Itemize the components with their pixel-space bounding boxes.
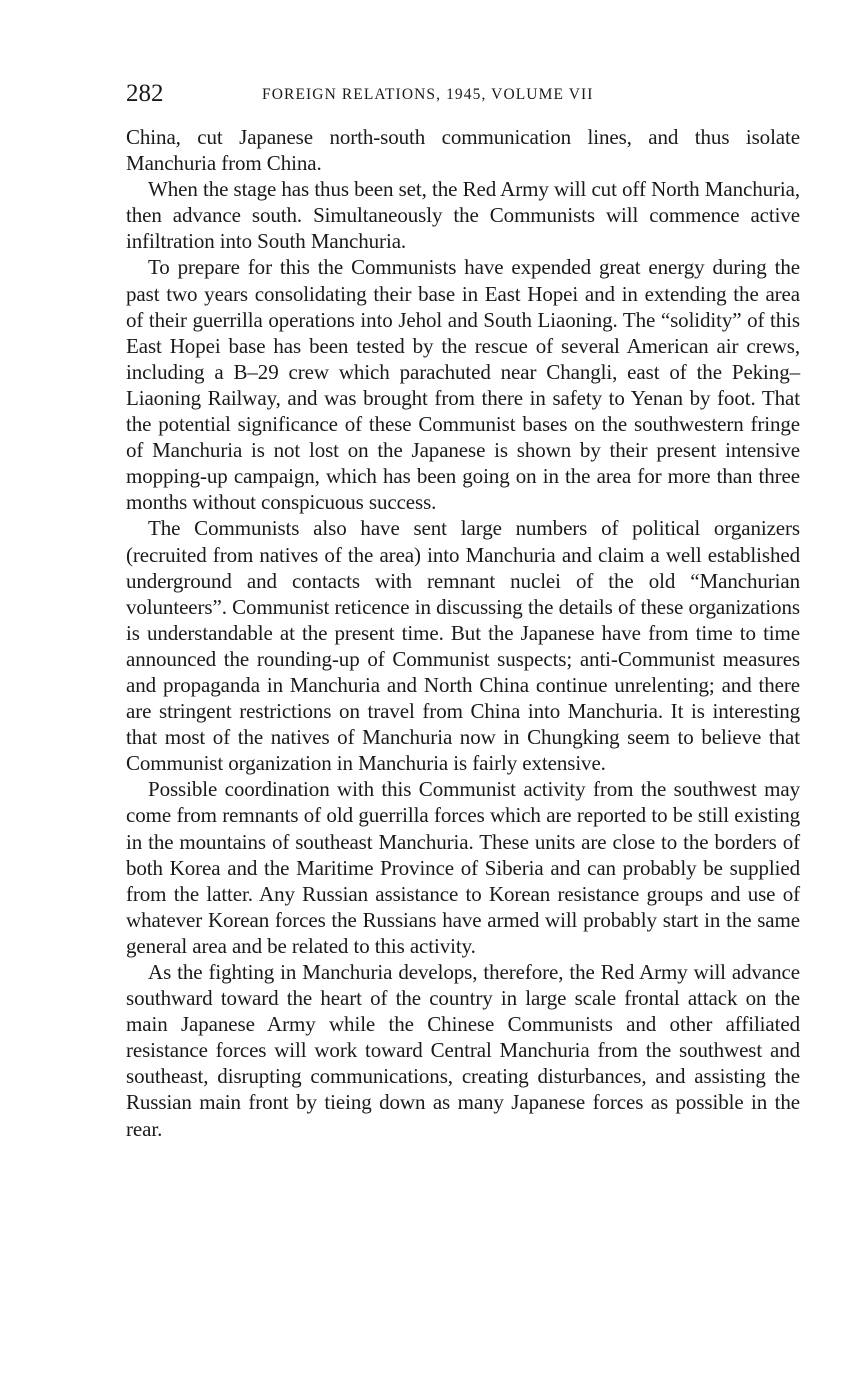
- paragraph: As the fighting in Manchuria develops, therefore, the Red Army will advance southward toward the heart of the country in large scale frontal attack on the main Japanese Army while the Chinese Communists and other affiliated resistance forces will work toward Central Manchuria from the southwest and southeast, disrupting communications, creating disturbances, and assisting the Russian main front by tieing down as many Japanese forces as possible in the rear.: [126, 960, 800, 1141]
- paragraph-continuation: China, cut Japanese north-south communication lines, and thus isolate Manchuria from China.: [126, 125, 800, 176]
- running-title: FOREIGN RELATIONS, 1945, VOLUME VII: [262, 86, 594, 103]
- paragraph: Possible coordination with this Communist activity from the southwest may come from remnants of old guerrilla forces which are reported to be still existing in the mountains of southeast Manchuria. These units are close to the borders of both Korea and the Maritime Province of Siberia and can probably be supplied from the latter. Any Russian assistance to Korean resistance groups and use of whatever Korean forces the Russians have armed will probably start in the same general area and be related to this activity.: [126, 777, 800, 958]
- body-text: [126, 124, 800, 1142]
- paragraph: When the stage has thus been set, the Red Army will cut off North Manchuria, then advance south. Simultaneously the Communists will commence active infiltration into South Manchuria.: [126, 177, 800, 254]
- paragraph: The Communists also have sent large numbers of political organizers (recruited from natives of the area) into Manchuria and claim a well established underground and contacts with remnant nuclei of the old “Manchurian volunteers”. Communist reticence in discussing the details of these organizations is understandable at the present time. But the Japanese have from time to time announced the rounding-up of Communist suspects; anti-Communist measures and propaganda in Manchuria and North China continue unrelenting; and there are stringent restrictions on travel from China into Manchuria. It is interesting that most of the natives of Manchuria now in Chungking seem to believe that Communist organization in Manchuria is fairly extensive.: [126, 516, 800, 776]
- paragraph: To prepare for this the Communists have expended great energy during the past two years consolidating their base in East Hopei and in extending the area of their guerrilla operations into Jehol and South Liaoning. The “solidity” of this East Hopei base has been tested by the rescue of several American air crews, including a B–29 crew which parachuted near Changli, east of the Peking–Liaoning Railway, and was brought from there in safety to Yenan by foot. That the potential significance of these Communist bases on the southwestern fringe of Manchuria is not lost on the Japanese is shown by their present intensive mopping-up campaign, which has been going on in the area for more than three months without conspicuous success.: [126, 255, 800, 515]
- page-number: 282: [126, 80, 164, 107]
- running-header: [126, 78, 800, 112]
- document-page: [126, 78, 800, 1142]
